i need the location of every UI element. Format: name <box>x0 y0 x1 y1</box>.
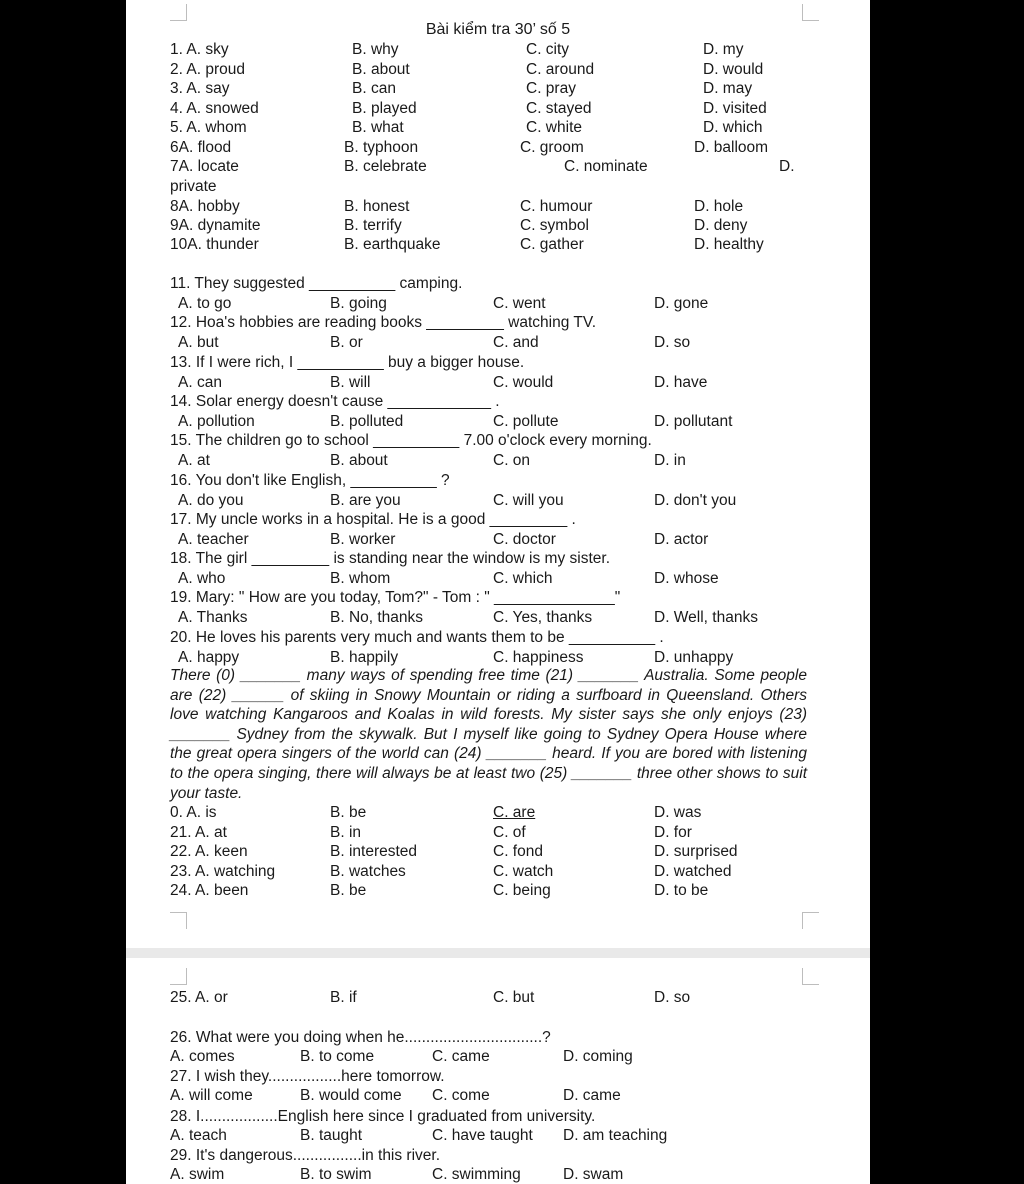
cloze-option: B. interested <box>330 843 418 861</box>
phonetics-option: 5. A. whom <box>170 119 247 136</box>
answer-option: B. or <box>330 334 363 352</box>
page-break <box>126 948 870 958</box>
answer-option: D. have <box>654 373 708 391</box>
answer-option: C. on <box>493 452 531 470</box>
page-corner-mark <box>802 4 819 21</box>
answer-option: A. but <box>178 334 219 352</box>
page-corner-mark <box>170 4 187 21</box>
answer-option: B. taught <box>300 1126 363 1144</box>
page-corner-mark <box>170 968 187 985</box>
cloze-option: 24. A. been <box>170 882 249 900</box>
cloze-option: D. to be <box>654 882 709 900</box>
answer-option: B. to swim <box>300 1165 372 1183</box>
question-stem-text: 19. Mary: " How are you today, Tom?" - Tom : " ______________" <box>170 589 621 607</box>
cloze-option: D. was <box>654 804 702 821</box>
reading-passage: There (0) _______ many ways of spending free time (21) _______ Australia. Some people are (22) ______ of skiing in Snowy Mountain or riding a surfboard in Queensland. Others love watching Kangaroos and Koalas in wild forests. My sister says she only enjoys (23) _______ Sydney from the skywalk. But I myself like going to Sydney Opera House where the great opera singers of the world can (24) _______ heard. If you are bored with listening to the opera singing, there will always be at least two (25) _______ three other shows to suit your taste. <box>170 667 807 802</box>
answer-option: A. comes <box>170 1048 235 1065</box>
question-stem-text: 18. The girl _________ is standing near the window is my sister. <box>170 550 610 568</box>
phonetics-option: C. around <box>526 61 595 78</box>
answer-option: D. so <box>654 989 691 1006</box>
phonetics-option: B. terrify <box>344 217 402 234</box>
answer-option: D. am teaching <box>563 1126 668 1144</box>
phonetics-option: B. earthquake <box>344 236 441 253</box>
phonetics-option: C. nominate <box>564 158 648 175</box>
phonetics-option: D. healthy <box>694 236 764 253</box>
phonetics-option: B. typhoon <box>344 139 419 156</box>
phonetics-option: D. which <box>703 119 763 136</box>
answer-option: B. whom <box>330 570 391 588</box>
phonetics-option: D. balloom <box>694 139 769 156</box>
phonetics-option: 2. A. proud <box>170 61 245 78</box>
answer-option: B. happily <box>330 648 399 666</box>
phonetics-option: D. hole <box>694 198 744 215</box>
answer-option: D. gone <box>654 295 709 312</box>
phonetics-option: 1. A. sky <box>170 41 229 58</box>
answer-option: B. polluted <box>330 412 404 430</box>
question-stem-text: 11. They suggested __________ camping. <box>170 275 463 292</box>
answer-option: D. pollutant <box>654 412 733 430</box>
answer-option: C. doctor <box>493 530 556 548</box>
answer-option: D. actor <box>654 530 709 548</box>
phonetics-option: B. honest <box>344 198 410 215</box>
cloze-option: B. in <box>330 823 362 841</box>
phonetics-option: B. celebrate <box>344 158 427 175</box>
question-stem-text: 28. I..................English here since I graduated from university. <box>170 1107 596 1125</box>
cloze-option: D. watched <box>654 862 732 880</box>
cloze-option: 23. A. watching <box>170 862 276 880</box>
answer-option: A. at <box>178 452 210 470</box>
answer-option: D. in <box>654 452 686 470</box>
document-page-2 <box>126 958 870 1184</box>
cloze-option: D. for <box>654 823 692 841</box>
answer-option: C. came <box>432 1048 490 1065</box>
phonetics-option: C. city <box>526 41 570 58</box>
answer-option: A. do you <box>178 491 244 509</box>
page-corner-mark <box>802 968 819 985</box>
question-stem-text: 17. My uncle works in a hospital. He is a good _________ . <box>170 510 576 528</box>
question-stem-text: 27. I wish they.................here tomorrow. <box>170 1068 445 1086</box>
cloze-option: C. being <box>493 882 551 900</box>
answer-option: D. swam <box>563 1165 624 1183</box>
phonetics-option: 4. A. snowed <box>170 100 259 117</box>
phonetics-option: C. pray <box>526 80 576 97</box>
answer-option: B. worker <box>330 530 396 548</box>
answer-option: 25. A. or <box>170 989 228 1006</box>
answer-option: C. Yes, thanks <box>493 609 593 627</box>
phonetics-option: D. may <box>703 80 753 97</box>
phonetics-option: B. why <box>352 41 399 58</box>
answer-option: C. happiness <box>493 648 584 666</box>
phonetics-option: B. can <box>352 80 396 97</box>
answer-option: C. swimming <box>432 1165 521 1183</box>
question-stem-text: 29. It's dangerous................in this river. <box>170 1146 441 1164</box>
answer-option: C. will you <box>493 491 564 509</box>
page-corner-mark <box>170 912 187 929</box>
page-title: Bài kiểm tra 30’ số 5 <box>425 21 571 38</box>
question-stem-text: 15. The children go to school __________ 7.00 o'clock every morning. <box>170 432 652 450</box>
answer-option: C. come <box>432 1087 490 1105</box>
answer-option: A. who <box>178 570 226 588</box>
page-corner-mark <box>802 912 819 929</box>
phonetics-option: C. symbol <box>520 217 589 234</box>
phonetics-option: 10A. thunder <box>170 236 259 253</box>
phonetics-option: 6A. flood <box>170 139 232 156</box>
question-stem-text: 26. What were you doing when he................................? <box>170 1029 551 1046</box>
cloze-option: C. of <box>493 823 526 841</box>
question-stem-text: 12. Hoa's hobbies are reading books _________ watching TV. <box>170 314 597 332</box>
question-stem-text: 16. You don't like English, __________ ? <box>170 471 450 489</box>
phonetics-option: D. <box>779 158 795 175</box>
phonetics-option: D. would <box>703 61 764 78</box>
answer-option: C. went <box>493 295 546 312</box>
phonetics-option: C. humour <box>520 198 593 215</box>
question-stem-text: 14. Solar energy doesn't cause ____________ . <box>170 392 500 410</box>
phonetics-option: B. what <box>352 119 404 136</box>
answer-option: A. teacher <box>178 530 249 548</box>
answer-option: D. so <box>654 334 691 352</box>
cloze-option: B. watches <box>330 862 406 880</box>
phonetics-option: 7A. locate <box>170 158 239 175</box>
answer-option: B. No, thanks <box>330 609 424 627</box>
phonetics-option: D. my <box>703 41 744 58</box>
phonetics-option: C. groom <box>520 139 584 156</box>
answer-option: B. to come <box>300 1048 375 1065</box>
answer-option: B. are you <box>330 491 401 509</box>
answer-option: A. will come <box>170 1087 253 1105</box>
answer-option: D. don't you <box>654 491 737 509</box>
phonetics-option: D. visited <box>703 100 767 117</box>
phonetics-option: 8A. hobby <box>170 198 240 215</box>
answer-option: A. to go <box>178 295 232 312</box>
answer-option: D. came <box>563 1087 621 1105</box>
answer-option: C. have taught <box>432 1126 533 1144</box>
phonetics-option: C. stayed <box>526 100 592 117</box>
answer-option: C. but <box>493 989 535 1006</box>
answer-option: C. would <box>493 373 554 391</box>
answer-option: B. will <box>330 373 371 391</box>
cloze-option: 22. A. keen <box>170 843 248 861</box>
question-stem-text: 20. He loves his parents very much and wants them to be __________ . <box>170 628 664 646</box>
answer-option: D. whose <box>654 570 719 588</box>
cloze-option: 0. A. is <box>170 804 217 821</box>
answer-option: B. going <box>330 295 387 312</box>
phonetics-option: B. about <box>352 61 410 78</box>
phonetics-option: C. gather <box>520 236 584 253</box>
cloze-option: C. are <box>493 804 536 821</box>
phonetics-option: 3. A. say <box>170 80 230 97</box>
document-page-1 <box>126 0 870 948</box>
cloze-option: 21. A. at <box>170 823 227 841</box>
answer-option: A. Thanks <box>178 609 248 627</box>
answer-option: C. which <box>493 570 553 588</box>
cloze-option: B. be <box>330 804 367 821</box>
answer-option: C. and <box>493 334 539 352</box>
phonetics-option: D. deny <box>694 217 748 234</box>
phonetics-option: C. white <box>526 119 582 136</box>
answer-option: D. unhappy <box>654 648 734 666</box>
answer-option: A. happy <box>178 648 240 666</box>
cloze-option: C. watch <box>493 862 554 880</box>
answer-option: B. if <box>330 989 357 1006</box>
cloze-option: B. be <box>330 882 367 900</box>
answer-option: A. swim <box>170 1165 225 1183</box>
answer-option: A. pollution <box>178 412 255 430</box>
answer-option: D. coming <box>563 1048 633 1065</box>
answer-option: B. about <box>330 452 388 470</box>
question-stem-text: 13. If I were rich, I __________ buy a bigger house. <box>170 353 525 371</box>
cloze-option: C. fond <box>493 843 543 861</box>
phonetics-option: private <box>170 178 217 195</box>
phonetics-option: 9A. dynamite <box>170 217 261 234</box>
answer-option: A. teach <box>170 1126 227 1144</box>
answer-option: C. pollute <box>493 412 559 430</box>
phonetics-option: B. played <box>352 100 417 117</box>
answer-option: A. can <box>178 373 222 391</box>
answer-option: D. Well, thanks <box>654 609 758 627</box>
cloze-option: D. surprised <box>654 843 738 861</box>
answer-option: B. would come <box>300 1087 402 1105</box>
